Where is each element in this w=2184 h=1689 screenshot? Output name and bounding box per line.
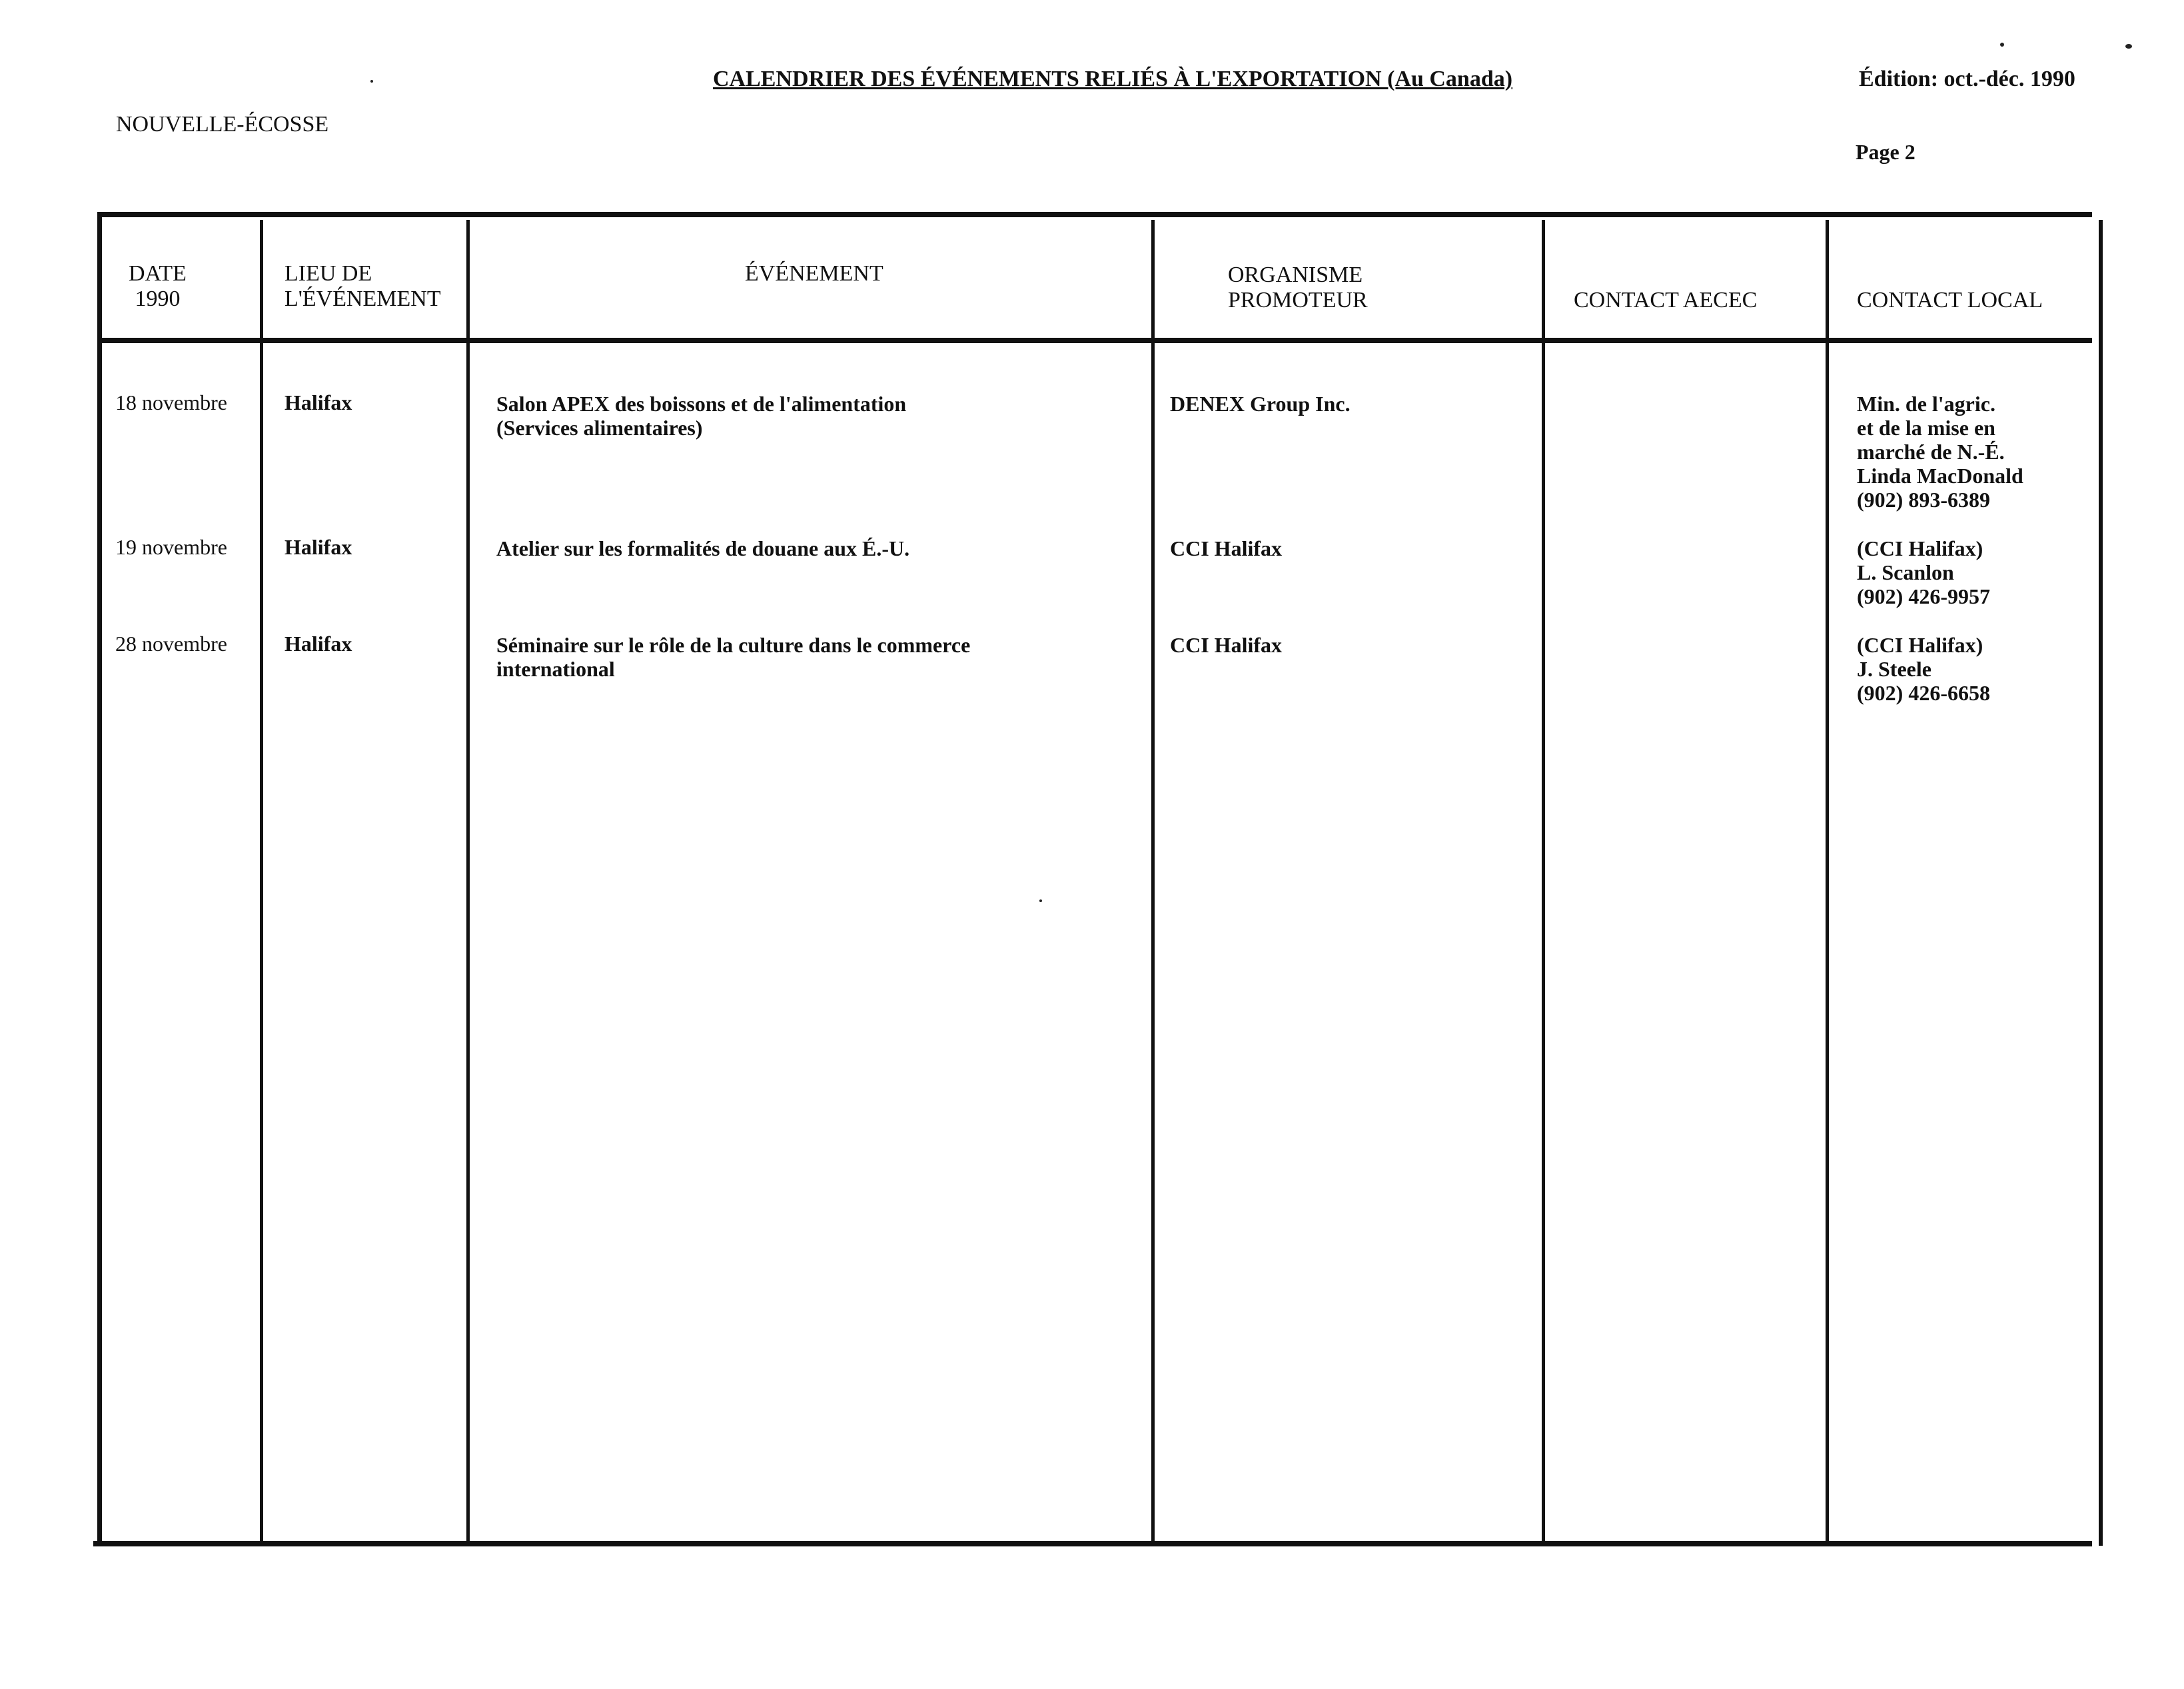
cell-contact-local: Min. de l'agric. et de la mise en marché de N.-É. Linda MacDonald (902) 893-6389 <box>1857 392 2023 512</box>
column-header-lieu: LIEU DE L'ÉVÉNEMENT <box>284 261 441 311</box>
scan-speck <box>1039 899 1042 902</box>
edition-label: Édition: oct.-déc. 1990 <box>1859 67 2075 91</box>
table-top-border <box>99 212 2092 217</box>
column-divider-date <box>260 220 263 1546</box>
cell-date: 19 novembre <box>115 535 227 559</box>
scan-speck <box>2000 43 2004 47</box>
cell-contact-local: (CCI Halifax) L. Scanlon (902) 426-9957 <box>1857 536 1990 608</box>
cell-lieu: Halifax <box>284 390 352 414</box>
header-bottom-border <box>99 338 2092 343</box>
column-header-evenement: ÉVÉNEMENT <box>745 261 883 286</box>
document-title: CALENDRIER DES ÉVÉNEMENTS RELIÉS À L'EXPORTATION (Au Canada) <box>713 67 1513 91</box>
scan-speck <box>370 80 373 83</box>
cell-date: 18 novembre <box>115 390 227 414</box>
column-header-date: DATE 1990 <box>129 261 187 311</box>
column-divider-lieu <box>466 220 470 1546</box>
cell-lieu: Halifax <box>284 632 352 656</box>
cell-organisme: CCI Halifax <box>1170 536 1282 560</box>
cell-date: 28 novembre <box>115 632 227 656</box>
scan-speck <box>2125 44 2132 49</box>
column-divider-aecec <box>1826 220 1829 1546</box>
column-divider-left <box>97 212 102 1544</box>
column-divider-organisme <box>1542 220 1545 1546</box>
cell-organisme: CCI Halifax <box>1170 633 1282 657</box>
column-header-contact-aecec: CONTACT AECEC <box>1574 288 1758 312</box>
column-header-contact-local: CONTACT LOCAL <box>1857 288 2043 312</box>
region-label: NOUVELLE-ÉCOSSE <box>116 112 329 137</box>
column-divider-right <box>2099 220 2103 1546</box>
column-divider-evenement <box>1151 220 1155 1546</box>
cell-evenement: Salon APEX des boissons et de l'alimentation (Services alimentaires) <box>496 392 907 440</box>
cell-lieu: Halifax <box>284 535 352 559</box>
column-header-organisme: ORGANISME PROMOTEUR <box>1228 263 1368 312</box>
cell-evenement: Atelier sur les formalités de douane aux É.-U. <box>496 536 910 560</box>
cell-contact-local: (CCI Halifax) J. Steele (902) 426-6658 <box>1857 633 1990 705</box>
cell-organisme: DENEX Group Inc. <box>1170 392 1351 416</box>
page-number: Page 2 <box>1856 140 1915 164</box>
table-bottom-border <box>93 1541 2092 1546</box>
cell-evenement: Séminaire sur le rôle de la culture dans le commerce international <box>496 633 971 681</box>
